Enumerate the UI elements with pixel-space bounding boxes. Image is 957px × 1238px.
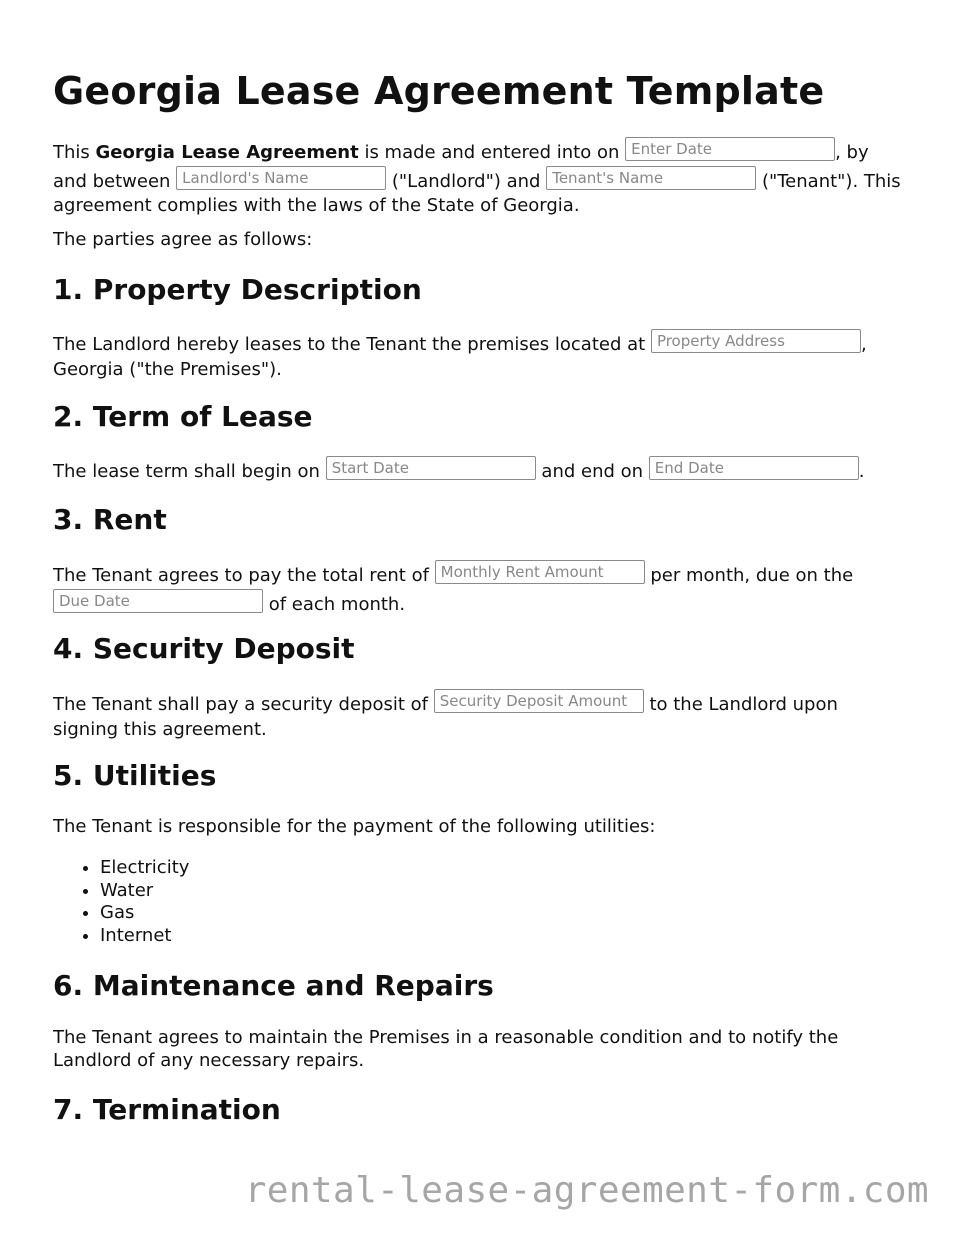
section-heading-term: 2. Term of Lease [53,400,313,433]
section-heading-security-deposit: 4. Security Deposit [53,632,355,665]
site-watermark: rental-lease-agreement-form.com [244,1170,929,1211]
list-item: • Water [100,880,189,903]
monthly-rent-input[interactable]: Monthly Rent Amount [435,560,645,584]
document-page [53,0,903,1126]
property-address-input[interactable]: Property Address [651,329,861,353]
agreement-name: Georgia Lease Agreement [95,142,359,163]
section-heading-property: 1. Property Description [53,273,422,306]
list-item: • Gas [100,902,189,925]
property-paragraph: The Landlord hereby leases to the Tenant the premises located at Property Address , Georgia ("the Premises"). [53,329,903,382]
security-deposit-input[interactable]: Security Deposit Amount [434,689,644,713]
list-item: • Internet [100,925,189,948]
section-heading-termination: 7. Termination [53,1093,281,1126]
rent-paragraph: The Tenant agrees to pay the total rent of Monthly Rent Amount per month, due on the Due Date of each month. [53,560,903,617]
utilities-list [53,857,189,947]
section-heading-utilities: 5. Utilities [53,759,217,792]
section-heading-maintenance: 6. Maintenance and Repairs [53,969,494,1002]
parties-paragraph: The parties agree as follows: [53,229,313,250]
term-paragraph: The lease term shall begin on Start Date and end on End Date . [53,456,903,485]
intro-paragraph: This Georgia Lease Agreement is made and entered into on Enter Date , by and between Landlord's Name ("Landlord") and Tenant's Name ("Tenant"). This agreement complies with the laws of the State of Georgia. [53,137,903,219]
end-date-input[interactable]: End Date [649,456,859,480]
deposit-paragraph: The Tenant shall pay a security deposit of Security Deposit Amount to the Landlord upon signing this agreement. [53,689,903,742]
utilities-paragraph: The Tenant is responsible for the payment of the following utilities: [53,816,656,837]
maintenance-paragraph: The Tenant agrees to maintain the Premises in a reasonable condition and to notify the Landlord of any necessary repairs. [53,1027,839,1071]
landlord-name-input[interactable]: Landlord's Name [176,166,386,190]
tenant-name-input[interactable]: Tenant's Name [546,166,756,190]
start-date-input[interactable]: Start Date [326,456,536,480]
section-heading-rent: 3. Rent [53,503,167,536]
page-title: Georgia Lease Agreement Template [53,69,825,113]
list-item: • Electricity [100,857,189,880]
due-date-input[interactable]: Due Date [53,589,263,613]
agreement-date-input[interactable]: Enter Date [625,137,835,161]
